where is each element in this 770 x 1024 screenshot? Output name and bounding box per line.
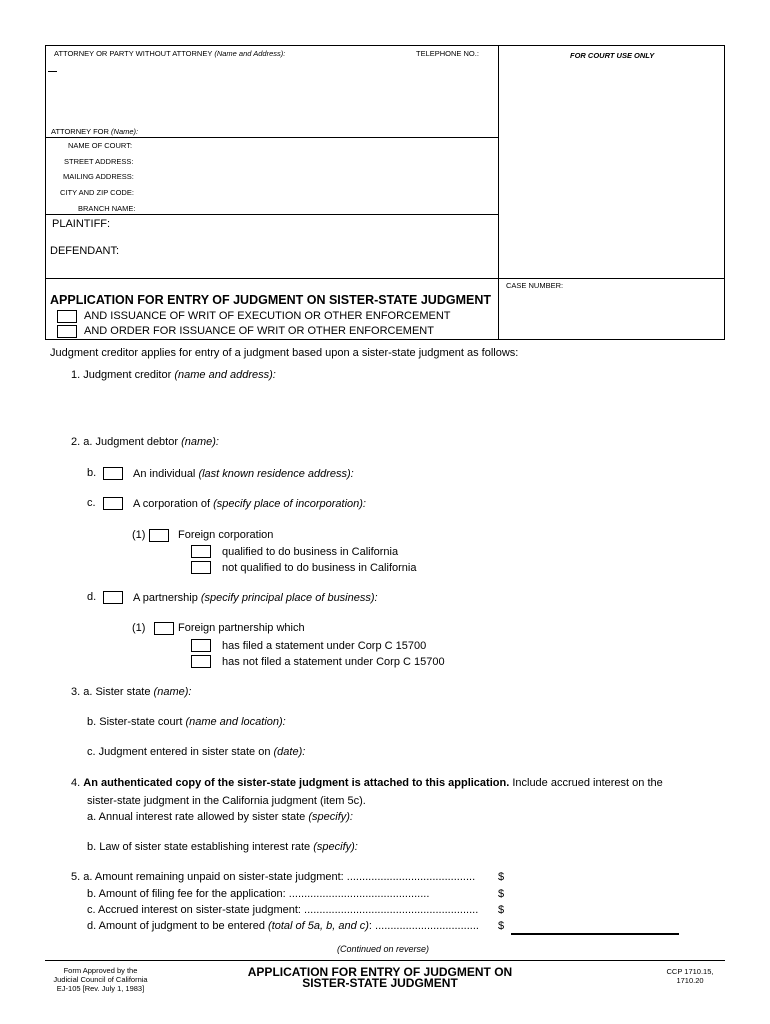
item2d-text: A partnership	[133, 592, 198, 604]
item4-label	[71, 777, 663, 789]
item5d-hint: (total of 5a, b, and c)	[268, 920, 369, 932]
item5c-label: c. Accrued interest on sister-state judgment: .........................................................	[87, 904, 479, 916]
interest-rate-input[interactable]	[372, 810, 694, 826]
partnership-checkbox[interactable]	[103, 591, 123, 604]
intro-text: Judgment creditor applies for entry of a judgment based upon a sister-state judgment as follows:	[50, 347, 519, 359]
item2a-label	[71, 436, 219, 448]
item4-bold: An authenticated copy of the sister-state judgment is attached to this application.	[83, 777, 510, 789]
footer-title-line2: SISTER-STATE JUDGMENT	[302, 976, 458, 990]
judgment-debtor-input[interactable]	[240, 435, 694, 451]
item2c-text: A corporation of	[133, 498, 211, 510]
item4b-label	[87, 841, 358, 853]
item4a-hint: (specify):	[308, 811, 353, 823]
footer-title-line1: APPLICATION FOR ENTRY OF JUDGMENT ON	[247, 965, 513, 979]
option-writ-execution-label: AND ISSUANCE OF WRIT OF EXECUTION OR OTHER ENFORCEMENT	[84, 310, 451, 322]
not-filed-statement-label: has not filed a statement under Corp C 15700	[222, 656, 445, 668]
attorney-for-hint: (Name):	[111, 127, 139, 136]
not-qualified-label: not qualified to do business in California	[222, 562, 417, 574]
item2b-letter: b.	[87, 467, 97, 479]
form-title: APPLICATION FOR ENTRY OF JUDGMENT ON SISTER-STATE JUDGMENT	[50, 293, 491, 307]
item5d-text: d. Amount of judgment to be entered	[87, 920, 265, 932]
judgment-date-input[interactable]	[318, 745, 694, 761]
item3c-hint: (date):	[273, 746, 306, 758]
plaintiff-label: PLAINTIFF:	[52, 218, 111, 230]
judgment-creditor-input[interactable]	[90, 386, 694, 436]
item5d-label	[87, 920, 479, 932]
item2b-label	[133, 468, 354, 480]
defendant-input[interactable]	[118, 244, 496, 260]
amount-unpaid-input[interactable]	[510, 870, 684, 886]
defendant-label: DEFENDANT:	[50, 245, 120, 257]
code-citation	[655, 967, 725, 985]
sister-state-input[interactable]	[210, 685, 694, 701]
item2c-label	[133, 498, 366, 510]
dollar-5b: $	[498, 888, 505, 900]
footer-title	[205, 967, 555, 989]
not-qualified-checkbox[interactable]	[191, 561, 211, 574]
item2a-text: 2. a. Judgment debtor	[71, 436, 179, 448]
item5b-label: b. Amount of filing fee for the application: ..............................................	[87, 888, 430, 900]
filing-fee-input[interactable]	[510, 887, 684, 903]
form-number: EJ-105 [Rev. July 1, 1983]	[56, 984, 145, 993]
item2c-hint: (specify place of incorporation):	[213, 498, 366, 510]
foreign-partnership-checkbox[interactable]	[154, 622, 174, 635]
item1-label	[71, 369, 276, 381]
accrued-interest-input[interactable]	[510, 903, 684, 919]
filed-statement-checkbox[interactable]	[191, 639, 211, 652]
item3b-label	[87, 716, 286, 728]
mailing-address-label: MAILING ADDRESS:	[63, 172, 134, 181]
qualified-label: qualified to do business in California	[222, 546, 399, 558]
attorney-label-text: ATTORNEY OR PARTY WITHOUT ATTORNEY	[54, 49, 213, 58]
interest-law-input[interactable]	[374, 840, 694, 856]
item3b-text: b. Sister-state court	[87, 716, 183, 728]
telephone-label: TELEPHONE NO.:	[416, 49, 479, 58]
item3c-text: c. Judgment entered in sister state on	[87, 746, 271, 758]
item4-rest: Include accrued interest on the	[509, 777, 663, 789]
qualified-checkbox[interactable]	[191, 545, 211, 558]
attorney-label	[54, 49, 285, 58]
attorney-label-hint: (Name and Address):	[214, 49, 286, 58]
item2c1-label: Foreign corporation	[178, 529, 274, 541]
item4-line2: sister-state judgment in the California judgment (item 5c).	[87, 795, 366, 807]
item2b-text: An individual	[133, 468, 196, 480]
filed-statement-label: has filed a statement under Corp C 15700	[222, 640, 427, 652]
item4a-text: a. Annual interest rate allowed by sister state	[87, 811, 306, 823]
item3a-text: 3. a. Sister state	[71, 686, 151, 698]
case-number-input[interactable]	[506, 296, 720, 314]
city-zip-label: CITY AND ZIP CODE:	[60, 188, 134, 197]
item3a-hint: (name):	[153, 686, 192, 698]
attorney-for-label	[51, 127, 138, 136]
court-name-label: NAME OF COURT:	[68, 141, 133, 150]
foreign-corporation-checkbox[interactable]	[149, 529, 169, 542]
item2d1-label: Foreign partnership which	[178, 622, 305, 634]
item1-hint: (name and address):	[174, 369, 276, 381]
item2d-hint: (specify principal place of business):	[200, 592, 378, 604]
approval-line2: Judicial Council of California	[53, 975, 148, 984]
item4b-text: b. Law of sister state establishing interest rate	[87, 841, 311, 853]
court-use-label: FOR COURT USE ONLY	[570, 51, 655, 60]
not-filed-statement-checkbox[interactable]	[191, 655, 211, 668]
individual-checkbox[interactable]	[103, 467, 123, 480]
branch-name-label: BRANCH NAME:	[78, 204, 136, 213]
item5d-dots: : ..................................	[368, 920, 479, 932]
item2a-hint: (name):	[181, 436, 219, 448]
corporation-checkbox[interactable]	[103, 497, 123, 510]
approval-block	[45, 966, 156, 993]
case-number-label: CASE NUMBER:	[506, 281, 564, 290]
item3c-label	[87, 746, 305, 758]
attorney-name-address-input[interactable]	[60, 62, 494, 126]
attorney-for-text: ATTORNEY FOR	[51, 127, 109, 136]
continued-note: (Continued on reverse)	[337, 944, 430, 954]
street-address-label: STREET ADDRESS:	[64, 157, 134, 166]
approval-line1: Form Approved by the	[63, 966, 138, 975]
item3a-label	[71, 686, 191, 698]
total-underline	[511, 933, 679, 935]
item4-num: 4.	[71, 777, 81, 789]
item3b-hint: (name and location):	[185, 716, 286, 728]
item2b-hint: (last known residence address):	[198, 468, 354, 480]
item2d1-num: (1)	[132, 622, 146, 634]
item2d-letter: d.	[87, 591, 97, 603]
item1-text: 1. Judgment creditor	[71, 369, 172, 381]
telephone-input[interactable]	[490, 47, 500, 59]
footer-rule	[45, 960, 725, 961]
item4a-label	[87, 811, 353, 823]
sister-state-court-input[interactable]	[298, 715, 694, 731]
dollar-5a: $	[498, 871, 505, 883]
item2c1-num: (1)	[132, 529, 146, 541]
code-line2: 1710.20	[676, 976, 704, 985]
item2d-label	[133, 592, 378, 604]
plaintiff-input[interactable]	[112, 217, 496, 233]
option-order-writ-checkbox[interactable]	[57, 325, 77, 338]
item2c-letter: c.	[87, 497, 96, 509]
dollar-5c: $	[498, 904, 505, 916]
code-line1: CCP 1710.15,	[666, 967, 714, 976]
item5a-label: 5. a. Amount remaining unpaid on sister-state judgment: ..........................................	[71, 871, 476, 883]
option-writ-execution-checkbox[interactable]	[57, 310, 77, 323]
option-order-writ-label: AND ORDER FOR ISSUANCE OF WRIT OR OTHER ENFORCEMENT	[84, 325, 434, 337]
item4b-hint: (specify):	[313, 841, 358, 853]
dollar-5d: $	[498, 920, 505, 932]
